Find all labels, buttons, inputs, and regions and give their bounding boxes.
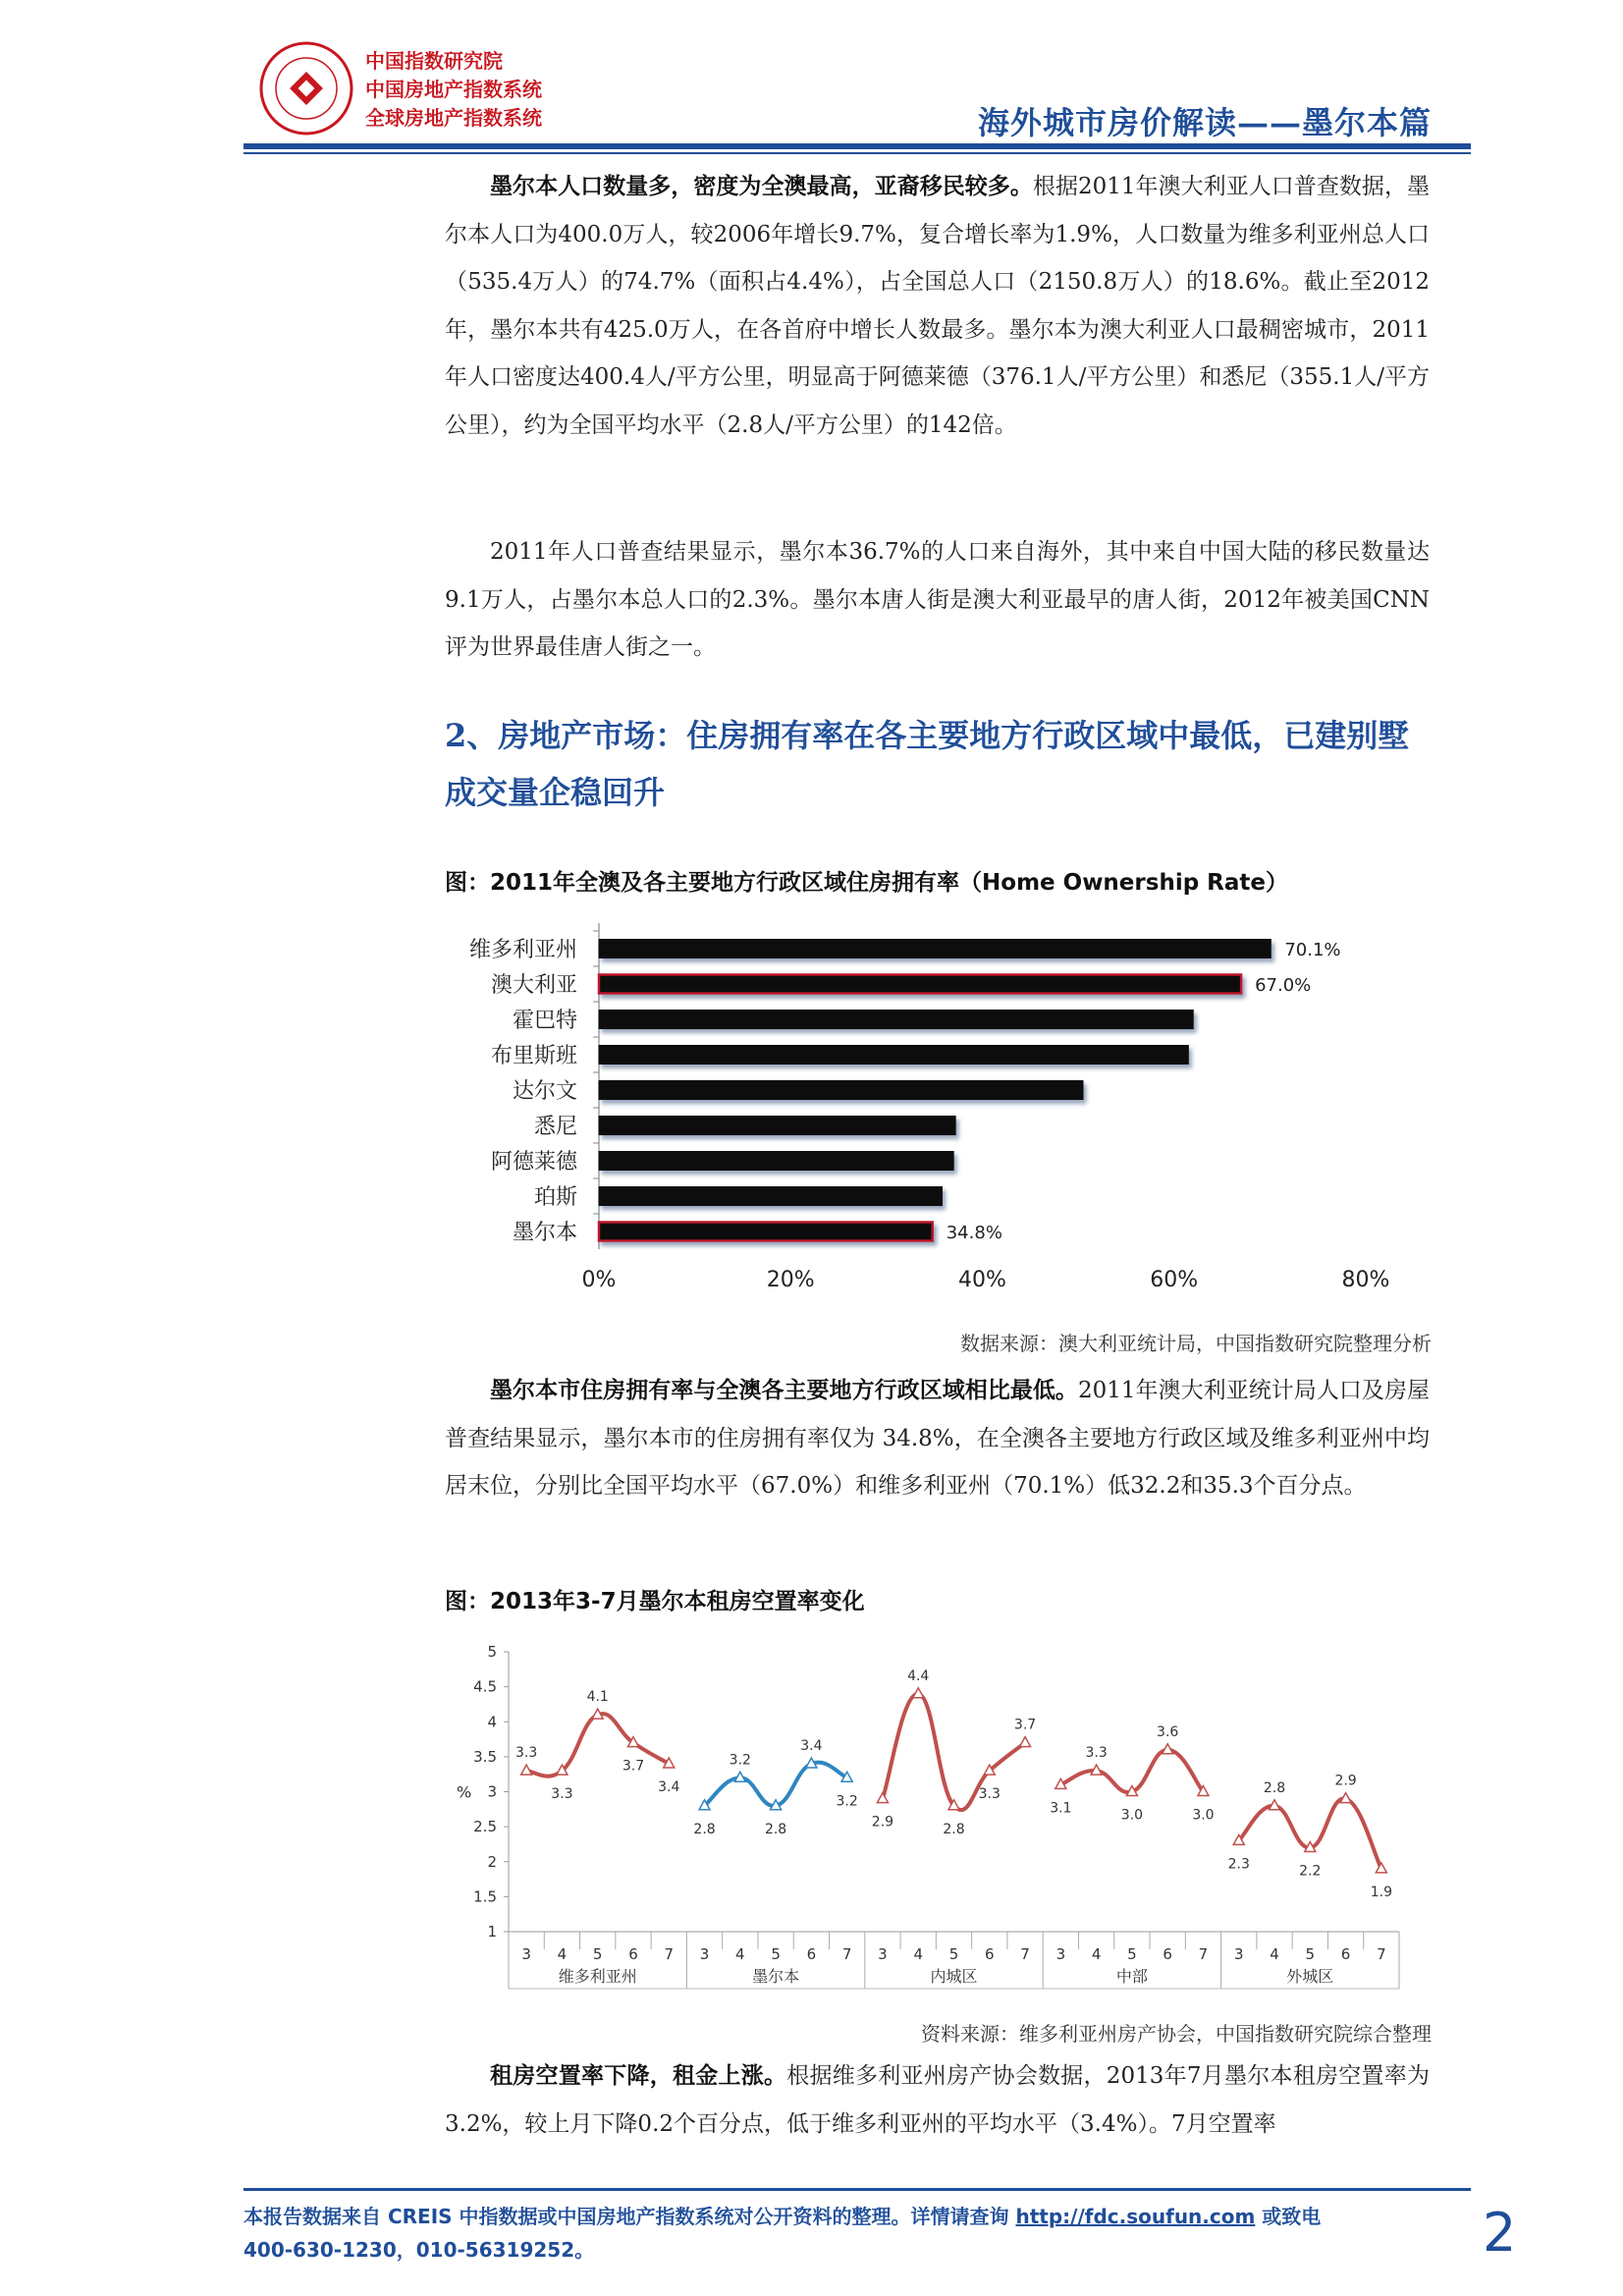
footer-text: 或致电 (1255, 2205, 1322, 2228)
data-label: 2.8 (693, 1821, 716, 1837)
data-label: 3.3 (551, 1786, 573, 1803)
footer-phone: 400-630-1230，010-56319252。 (243, 2238, 595, 2262)
footer-link[interactable]: http://fdc.soufun.com (1015, 2205, 1256, 2228)
series-line (1239, 1798, 1381, 1869)
paragraph-text: 2011年人口普查结果显示，墨尔本36.7%的人口来自海外，其中来自中国大陆的移民数量达9.1万人，占墨尔本总人口的2.3%。墨尔本唐人街是澳大利亚最早的唐人街，2012年被美国CNN评为世界最佳唐人街之一。 (445, 539, 1430, 660)
month-tick-label: 4 (735, 1945, 745, 1963)
month-tick-label: 7 (841, 1945, 852, 1963)
month-tick-label: 3 (521, 1945, 531, 1963)
bar-data-label: 70.1% (1284, 940, 1341, 960)
month-tick-label: 7 (1198, 1945, 1209, 1963)
page-number: 2 (1483, 2202, 1517, 2264)
data-label: 1.9 (1370, 1884, 1392, 1900)
footer-text: 本报告数据来自 CREIS 中指数据或中国房地产指数系统对公开资料的整理。详情请查询 (243, 2205, 1016, 2228)
series-line (883, 1694, 1025, 1810)
y-tick-label: 5 (487, 1643, 497, 1661)
data-label: 2.8 (943, 1821, 965, 1837)
month-tick-label: 4 (1270, 1945, 1279, 1963)
bar (599, 1011, 1193, 1029)
data-label: 3.3 (1085, 1745, 1108, 1762)
paragraph-population (445, 163, 1430, 449)
bar-category-label: 维多利亚州 (468, 938, 577, 962)
data-label: 3.1 (1050, 1800, 1072, 1817)
footer-note (243, 2200, 1441, 2267)
bar (599, 940, 1271, 958)
bar (599, 1117, 955, 1135)
bar-category-label: 珀斯 (533, 1185, 577, 1210)
data-label: 3.7 (1013, 1717, 1037, 1733)
bar-category-label: 霍巴特 (512, 1009, 577, 1033)
y-axis-label: % (457, 1782, 472, 1802)
bar-category-label: 布里斯班 (490, 1044, 577, 1068)
month-tick-label: 3 (1055, 1945, 1066, 1963)
data-label: 4.1 (586, 1689, 609, 1706)
figure-title: 图：2013年3-7月墨尔本租房空置率变化 (445, 1589, 865, 1614)
data-label: 3.6 (1157, 1723, 1179, 1740)
bar (599, 1046, 1188, 1065)
month-tick-label: 6 (1163, 1945, 1172, 1963)
bar-category-label: 达尔文 (512, 1079, 577, 1104)
month-tick-label: 5 (771, 1945, 781, 1963)
header-rule-thin (243, 152, 1471, 154)
figure-source: 资料来源：维多利亚州房产协会，中国指数研究院综合整理 (921, 2022, 1432, 2046)
bar-data-label: 34.8% (946, 1223, 1002, 1243)
bar-category-label: 澳大利亚 (490, 973, 577, 998)
bar-category-label: 阿德莱德 (490, 1150, 577, 1175)
paragraph-lead: 租房空置率下降，租金上涨。 (490, 2062, 787, 2089)
paragraph-text: 根据2011年澳大利亚人口普查数据，墨尔本人口为400.0万人，较2006年增长9.7%，复合增长率为1.9%，人口数量为维多利亚州总人口（535.4万人）的74.7%（面积占4.4%），占全国总人口（2150.8万人）的18.6%。截止至2012年，墨尔本共有425.0万人，在各首府中增长人数最多。墨尔本为澳大利亚人口最稠密城市，2011年人口密度达400.4人/平方公里，明显高于阿德莱德（376.1人/平方公里）和悉尼（355.1人/平方公里），约为全国平均水平（2.8人/平方公里）的142倍。 (445, 174, 1430, 438)
x-tick-label: 0% (581, 1268, 617, 1292)
bar-category-label: 墨尔本 (512, 1221, 577, 1245)
x-tick-label: 80% (1341, 1268, 1390, 1292)
data-label: 3.3 (515, 1745, 538, 1762)
month-tick-label: 3 (1233, 1945, 1244, 1963)
y-tick-label: 1 (487, 1923, 497, 1941)
organization-names (365, 47, 542, 133)
paragraph-vacancy (445, 2052, 1430, 2148)
month-tick-label: 6 (985, 1945, 995, 1963)
section-heading: 2、房地产市场：住房拥有率在各主要地方行政区域中最低，已建别墅成交量企稳回升 (445, 717, 1410, 811)
bar (599, 1081, 1083, 1100)
home-ownership-bar-chart (445, 913, 1436, 1301)
data-label: 2.9 (1334, 1773, 1357, 1789)
data-point (877, 1793, 888, 1803)
data-label: 3.7 (622, 1758, 645, 1775)
data-label: 3.3 (978, 1786, 1001, 1803)
bar-data-label: 67.0% (1255, 975, 1312, 996)
month-tick-label: 3 (699, 1945, 710, 1963)
y-tick-label: 2.5 (473, 1818, 497, 1836)
bar (599, 975, 1241, 994)
x-tick-label: 20% (766, 1268, 815, 1292)
logo (257, 39, 355, 137)
figure-title: 图：2011年全澳及各主要地方行政区域住房拥有率（Home Ownership Rate） (445, 870, 1288, 896)
month-tick-label: 6 (628, 1945, 638, 1963)
month-tick-label: 7 (1377, 1945, 1386, 1963)
y-tick-label: 2 (487, 1852, 497, 1871)
header-rule (243, 143, 1471, 149)
data-label: 4.4 (907, 1667, 930, 1684)
data-label: 2.8 (764, 1821, 787, 1837)
y-tick-label: 3 (487, 1782, 497, 1801)
paragraph-ownership (445, 1367, 1430, 1510)
x-tick-label: 60% (1150, 1268, 1199, 1292)
month-tick-label: 4 (557, 1945, 568, 1963)
month-tick-label: 5 (1305, 1945, 1316, 1963)
month-tick-label: 7 (664, 1945, 675, 1963)
org-line: 全球房地产指数系统 (365, 106, 542, 130)
y-tick-label: 1.5 (473, 1887, 497, 1906)
y-tick-label: 4 (487, 1713, 497, 1731)
page-header-title: 海外城市房价解读——墨尔本篇 (977, 104, 1432, 141)
data-label: 2.2 (1299, 1863, 1322, 1880)
month-tick-label: 4 (1091, 1945, 1102, 1963)
bar (599, 1223, 933, 1241)
paragraph-lead: 墨尔本人口数量多，密度为全澳最高，亚裔移民较多。 (490, 173, 1033, 199)
figure-source: 数据来源：澳大利亚统计局，中国指数研究院整理分析 (960, 1332, 1432, 1355)
month-tick-label: 6 (1340, 1945, 1351, 1963)
data-label: 3.4 (658, 1779, 680, 1795)
group-label: 中部 (1115, 1967, 1148, 1986)
data-label: 2.8 (1263, 1779, 1286, 1796)
month-tick-label: 7 (1020, 1945, 1030, 1963)
month-tick-label: 4 (913, 1945, 923, 1963)
y-tick-label: 3.5 (473, 1747, 497, 1766)
data-label: 3.2 (729, 1752, 751, 1769)
month-tick-label: 5 (592, 1945, 603, 1963)
group-label: 墨尔本 (752, 1967, 800, 1986)
month-tick-label: 5 (1127, 1945, 1137, 1963)
data-label: 2.3 (1227, 1856, 1250, 1873)
footer-rule (243, 2188, 1471, 2191)
month-tick-label: 5 (948, 1945, 959, 1963)
vacancy-rate-line-chart (445, 1635, 1436, 2003)
data-label: 2.9 (871, 1814, 894, 1831)
paragraph-text: 2011年澳大利亚统计局人口及房屋普查结果显示，墨尔本市的住房拥有率仅为 34.8%，在全澳各主要地方行政区域及维多利亚州中均居末位，分别比全国平均水平（67.0%）和维多利亚州（70.1%）低32.2和35.3个百分点。 (445, 1378, 1430, 1499)
paragraph-lead: 墨尔本市住房拥有率与全澳各主要地方行政区域相比最低。 (490, 1377, 1078, 1403)
bar-category-label: 悉尼 (533, 1115, 577, 1139)
data-label: 3.2 (836, 1793, 858, 1810)
paragraph-text: 根据维多利亚州房产协会数据，2013年7月墨尔本租房空置率为3.2%，较上月下降0.2个百分点，低于维多利亚州的平均水平（3.4%）。7月空置率 (445, 2063, 1430, 2137)
bar (599, 1152, 953, 1171)
y-tick-label: 4.5 (473, 1677, 497, 1696)
data-label: 3.4 (800, 1738, 823, 1754)
month-tick-label: 6 (806, 1945, 817, 1963)
bar (599, 1187, 942, 1206)
series-line (526, 1714, 669, 1777)
group-label: 外城区 (1286, 1967, 1334, 1986)
x-tick-label: 40% (958, 1268, 1006, 1292)
group-label: 维多利亚州 (558, 1967, 637, 1986)
data-label: 3.0 (1192, 1807, 1215, 1824)
org-line: 中国指数研究院 (365, 49, 503, 73)
data-label: 3.0 (1120, 1807, 1144, 1824)
month-tick-label: 3 (878, 1945, 888, 1963)
org-line: 中国房地产指数系统 (365, 78, 542, 101)
group-label: 内城区 (930, 1967, 978, 1986)
paragraph-immigration (445, 528, 1430, 672)
data-point (1020, 1737, 1031, 1747)
